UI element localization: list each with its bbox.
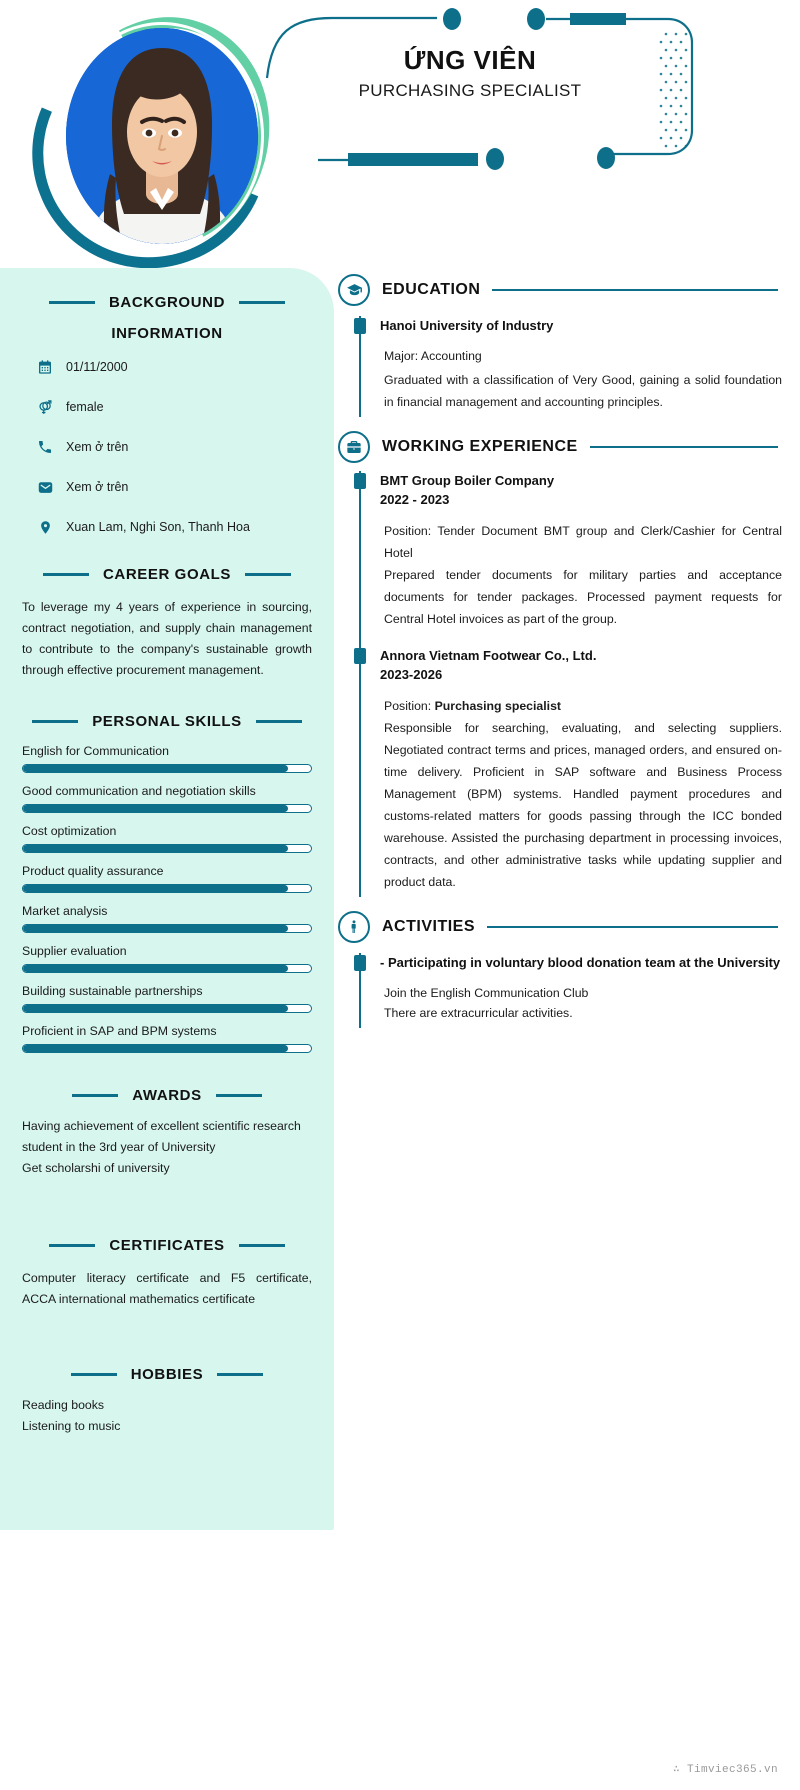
section-title-certificates: CERTIFICATES bbox=[109, 1237, 225, 1254]
rule-activities bbox=[487, 926, 778, 928]
skill-item bbox=[22, 904, 312, 933]
candidate-name: ỨNG VIÊN bbox=[403, 45, 537, 75]
rule-left bbox=[72, 1094, 118, 1097]
rule-right bbox=[239, 301, 285, 304]
skill-item bbox=[22, 784, 312, 813]
education-entry bbox=[380, 316, 782, 417]
skill-progress-fill bbox=[23, 765, 288, 772]
section-header-working-experience bbox=[334, 431, 782, 463]
dot-2 bbox=[527, 8, 545, 30]
section-header-career-goals bbox=[22, 566, 312, 583]
calendar-icon bbox=[36, 358, 54, 376]
skill-label: Supplier evaluation bbox=[22, 944, 127, 958]
gender-icon bbox=[36, 398, 54, 416]
info-text-gender: female bbox=[66, 400, 104, 414]
rule-left bbox=[43, 573, 89, 576]
skill-progress-fill bbox=[23, 925, 288, 932]
skill-progress-bar bbox=[22, 1004, 312, 1013]
skill-item bbox=[22, 824, 312, 853]
section-header-education bbox=[334, 274, 782, 306]
activities-entry bbox=[380, 953, 782, 1028]
skill-label: Proficient in SAP and BPM systems bbox=[22, 1024, 217, 1038]
section-title-awards: AWARDS bbox=[132, 1087, 202, 1104]
briefcase-icon bbox=[338, 431, 370, 463]
skill-progress-bar bbox=[22, 964, 312, 973]
rule-education bbox=[492, 289, 778, 291]
rule-experience bbox=[590, 446, 778, 448]
experience-position-1: Position: Tender Document BMT group and Clerk/Cashier for Central Hotel bbox=[384, 524, 782, 560]
rule-left bbox=[32, 720, 78, 723]
activities-line-1: Join the English Communication Club bbox=[384, 986, 589, 1000]
watermark: ∴ Timviec365.vn bbox=[672, 1764, 778, 1776]
rule-right bbox=[217, 1373, 263, 1376]
sidebar bbox=[0, 268, 334, 1530]
skill-progress-fill bbox=[23, 805, 288, 812]
skill-progress-bar bbox=[22, 924, 312, 933]
education-major: Major: Accounting bbox=[384, 349, 482, 363]
person-activity-icon bbox=[338, 911, 370, 943]
career-goals-text: To leverage my 4 years of experience in sourcing, contract negotiation, and supply chain management to contribute to the company's sustainable growth through effective procurement management. bbox=[22, 600, 312, 677]
section-title-career-goals: CAREER GOALS bbox=[102, 566, 232, 583]
skill-label: Product quality assurance bbox=[22, 864, 164, 878]
cv-header bbox=[0, 0, 800, 268]
skill-label: Building sustainable partnerships bbox=[22, 984, 203, 998]
experience-position-prefix-2: Position: bbox=[384, 699, 435, 713]
candidate-role: PURCHASING SPECIALIST bbox=[358, 81, 582, 100]
skill-progress-fill bbox=[23, 1045, 288, 1052]
dot-4 bbox=[486, 148, 504, 170]
skill-progress-bar bbox=[22, 804, 312, 813]
info-row-phone bbox=[36, 438, 312, 456]
experience-years-2: 2023-2026 bbox=[380, 667, 443, 682]
award-item-1: Having achievement of excellent scientific research student in the 3rd year of University bbox=[22, 1119, 301, 1154]
skill-label: Cost optimization bbox=[22, 824, 117, 838]
section-header-activities bbox=[334, 911, 782, 943]
info-row-email bbox=[36, 478, 312, 496]
hobby-item-1: Reading books bbox=[22, 1398, 105, 1412]
phone-icon bbox=[36, 438, 54, 456]
graduation-cap-icon bbox=[338, 274, 370, 306]
rule-left bbox=[71, 1373, 117, 1376]
experience-entry-1 bbox=[380, 471, 782, 646]
section-header-certificates bbox=[22, 1237, 312, 1254]
skill-progress-fill bbox=[23, 1005, 288, 1012]
contact-info-list bbox=[22, 358, 312, 536]
experience-description-1: Prepared tender documents for military parties and acceptance documents for tender packages. Processed payment requests for Central Hotel invoices as part of the group. bbox=[384, 568, 782, 626]
section-title-education: EDUCATION bbox=[382, 281, 481, 298]
info-text-email: Xem ở trên bbox=[66, 480, 129, 494]
rule-right bbox=[216, 1094, 262, 1097]
dot-3 bbox=[597, 147, 615, 169]
header-text-block bbox=[300, 45, 640, 101]
experience-timeline bbox=[354, 471, 782, 897]
section-title-working-experience: WORKING EXPERIENCE bbox=[382, 438, 578, 455]
skill-item bbox=[22, 984, 312, 1013]
skill-item bbox=[22, 944, 312, 973]
section-title-hobbies: HOBBIES bbox=[130, 1366, 204, 1383]
experience-position-title-2: Purchasing specialist bbox=[434, 699, 562, 713]
skill-progress-bar bbox=[22, 844, 312, 853]
experience-position-2 bbox=[384, 695, 782, 717]
info-row-gender bbox=[36, 398, 312, 416]
rule-left bbox=[49, 1244, 95, 1247]
skill-progress-bar bbox=[22, 764, 312, 773]
info-row-birthdate bbox=[36, 358, 312, 376]
experience-years-1: 2022 - 2023 bbox=[380, 492, 450, 507]
skill-item bbox=[22, 864, 312, 893]
skill-progress-fill bbox=[23, 845, 288, 852]
dot-pattern bbox=[660, 33, 688, 148]
rule-right bbox=[245, 573, 291, 576]
header-decoration bbox=[0, 0, 800, 268]
section-header-background-information bbox=[22, 294, 312, 311]
skill-label: Good communication and negotiation skills bbox=[22, 784, 256, 798]
section-title-personal-skills: PERSONAL SKILLS bbox=[92, 713, 242, 730]
dot-1 bbox=[443, 8, 461, 30]
experience-company-2: Annora Vietnam Footwear Co., Ltd. bbox=[380, 648, 597, 663]
experience-company-1: BMT Group Boiler Company bbox=[380, 473, 555, 488]
main-column bbox=[334, 268, 800, 1028]
certificates-text: Computer literacy certificate and F5 certificate, ACCA international mathematics certificate bbox=[22, 1271, 312, 1306]
skill-progress-fill bbox=[23, 965, 288, 972]
section-header-personal-skills bbox=[22, 713, 312, 730]
rule-right bbox=[239, 1244, 285, 1247]
skill-progress-bar bbox=[22, 1044, 312, 1053]
section-title-background: BACKGROUND bbox=[109, 294, 225, 311]
skill-item bbox=[22, 1024, 312, 1053]
location-pin-icon bbox=[36, 518, 54, 536]
skill-label: English for Communication bbox=[22, 744, 169, 758]
experience-entry-2 bbox=[380, 646, 782, 897]
info-text-birthdate: 01/11/2000 bbox=[66, 360, 128, 374]
skill-progress-fill bbox=[23, 885, 288, 892]
hobby-item-2: Listening to music bbox=[22, 1419, 121, 1433]
activities-line-2: There are extracurricular activities. bbox=[384, 1006, 573, 1020]
skill-progress-bar bbox=[22, 884, 312, 893]
info-text-phone: Xem ở trên bbox=[66, 440, 129, 454]
activities-headline: - Participating in voluntary blood donation team at the University bbox=[380, 955, 781, 970]
info-text-address: Xuan Lam, Nghi Son, Thanh Hoa bbox=[66, 520, 250, 534]
section-header-hobbies bbox=[22, 1366, 312, 1383]
experience-description-2: Responsible for searching, evaluating, and selecting suppliers. Negotiated contract terms and prices, managed orders, and ensured on-time delivery. Proficient in SAP software and Business Process Management (BPM) systems. Handled payment procedures and customs-related matters for goods passing through the ICC bonded warehouse. Assisted the purchasing department in processing invoices, contracts, and other administrative tasks while updating supplier and product data. bbox=[384, 721, 782, 889]
skill-label: Market analysis bbox=[22, 904, 108, 918]
section-title-information: INFORMATION bbox=[111, 325, 223, 342]
skills-list bbox=[22, 744, 312, 1053]
education-timeline bbox=[354, 316, 782, 417]
rule-right bbox=[256, 720, 302, 723]
education-school: Hanoi University of Industry bbox=[380, 318, 554, 333]
skill-item bbox=[22, 744, 312, 773]
education-description: Graduated with a classification of Very Good, gaining a solid foundation in financial management and accounting principles. bbox=[384, 373, 782, 409]
rule-left bbox=[49, 301, 95, 304]
section-header-awards bbox=[22, 1087, 312, 1104]
award-item-2: Get scholarshi of university bbox=[22, 1161, 170, 1175]
info-row-address bbox=[36, 518, 312, 536]
section-title-activities: ACTIVITIES bbox=[382, 918, 476, 935]
activities-timeline bbox=[354, 953, 782, 1028]
email-icon bbox=[36, 478, 54, 496]
